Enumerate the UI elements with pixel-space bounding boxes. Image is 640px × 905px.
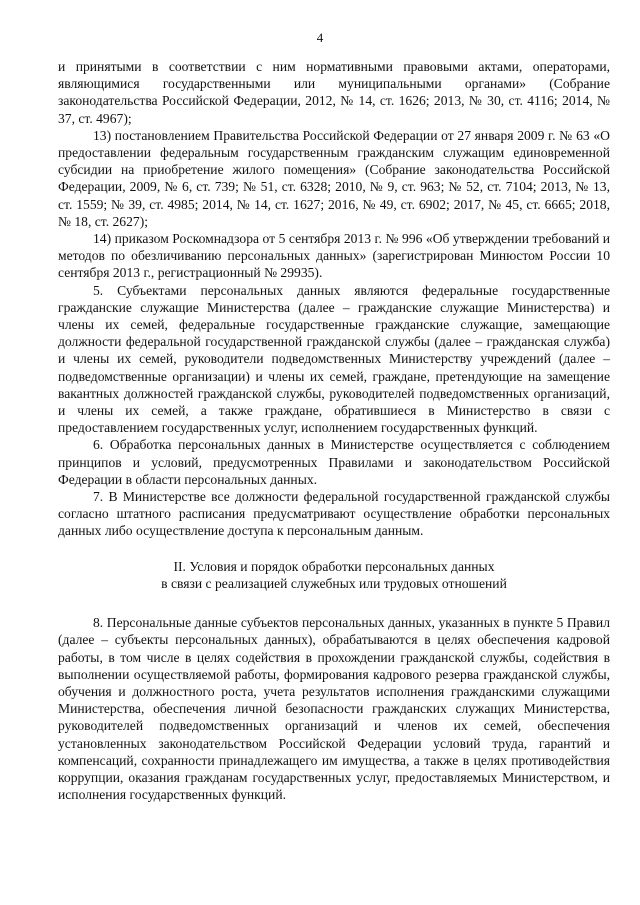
document-body [58, 58, 610, 803]
paragraph-6: 6. Обработка персональных данных в Министерстве осуществляется с соблюдением принципов и условий, предусмотренных Правилами и законодательством Российской Федерации в области персональных данных. [58, 437, 610, 487]
section-heading-line-2: в связи с реализацией служебных или трудовых отношений [161, 575, 507, 591]
paragraph-8: 8. Персональные данные субъектов персональных данных, указанных в пункте 5 Правил (далее – субъекты персональных данных), обрабатываются в целях обеспечения кадровой работы, в том числе в целях содействия в прохождении гражданской службы, содействия в выполнении осуществляемой работы, формирования кадрового резерва гражданской службы, обучения и должностного роста, учета результатов исполнения гражданскими служащими Министерства, обеспечения личной безопасности гражданских служащих Министерства, руководителей подведомственных организаций и членов их семей, обеспечения установленных законодательством Российской Федерации условий труда, гарантий и компенсаций, сохранности принадлежащего им имущества, а также в целях противодействия коррупции, оказания гражданам государственных услуг, предоставляемых Министерством, и исполнения государственных функций. [58, 615, 610, 803]
section-heading [58, 558, 610, 592]
section-heading-line-1: II. Условия и порядок обработки персональных данных [173, 558, 495, 574]
paragraph-item-14: 14) приказом Роскомнадзора от 5 сентября 2013 г. № 996 «Об утверждении требований и методов по обезличиванию персональных данных» (зарегистрирован Минюстом России 10 сентября 2013 г., регистрационный № 29935). [58, 231, 610, 281]
paragraph-item-13: 13) постановлением Правительства Российской Федерации от 27 января 2009 г. № 63 «О предоставлении федеральным государственным гражданским служащим единовременной субсидии на приобретение жилого помещения» (Собрание законодательства Российской Федерации, 2009, № 6, ст. 739; № 51, ст. 6328; 2010, № 9, ст. 963; № 52, ст. 7104; 2013, № 13, ст. 1559; № 39, ст. 4985; 2014, № 14, ст. 1627; 2016, № 49, ст. 6902; 2017, № 45, ст. 6665; 2018, № 18, ст. 2627); [58, 127, 610, 229]
paragraph-5: 5. Субъектами персональных данных являются федеральные государственные гражданские служащие Министерства (далее – гражданские служащие Министерства) и члены их семей, федеральные государственные гражданские служащие, замещающие должности федеральной государственной гражданской службы (далее – гражданская служба) и члены их семей, руководители подведомственных Министерству учреждений (далее – подведомственные организации) и члены их семей, граждане, претендующие на замещение вакантных должностей гражданской службы, руководителей подведомственных организаций, и члены их семей, а также граждане, обратившиеся в Министерство в связи с предоставлением государственных услуг, исполнением государственных функций. [58, 282, 610, 436]
paragraph-7: 7. В Министерстве все должности федеральной государственной гражданской службы согласно штатного расписания предусматривают осуществление обработки персональных данных либо осуществление доступа к персональным данным. [58, 489, 610, 539]
page-number: 4 [316, 30, 324, 45]
paragraph-continuation: и принятыми в соответствии с ним нормативными правовыми актами, операторами, являющимися государственными или муниципальными органами» (Собрание законодательства Российской Федерации, 2012, № 14, ст. 1626; 2013, № 30, ст. 4116; 2014, № 37, ст. 4967); [58, 59, 610, 126]
